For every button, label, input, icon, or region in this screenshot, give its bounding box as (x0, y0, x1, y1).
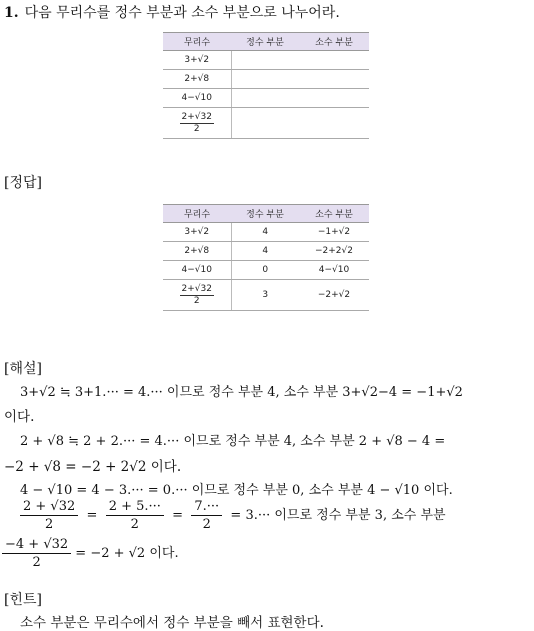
table-row (163, 223, 369, 242)
cell-irrational-fraction (163, 280, 231, 311)
explanation-line-5: $\frac{-4 + √32}{2}$ = −2 + √2 이다. (2, 536, 179, 571)
cell-decimal-part: −2+√2 (299, 280, 369, 311)
cell-irrational: 2+√8 (163, 70, 231, 89)
fraction-denominator: 2 (193, 123, 200, 134)
col-header-irrational: 무리수 (163, 33, 231, 51)
explanation-line-2: 2 + √8 ≒ 2 + 2.··· = 4.··· 이므로 정수 부분 4, 소수 부분 2 + √8 − 4 = (20, 434, 446, 449)
fraction: $\frac{7.\cdot\cdot\cdot}{2}$ (191, 498, 222, 533)
explanation-line-1: 3+√2 ≒ 3+1.··· = 4.··· 이므로 정수 부분 4, 소수 부분 3+√2−4 = −1+√2 (20, 385, 463, 400)
fraction: $\frac{2 + 5.\cdot\cdot\cdot}{2}$ (106, 498, 164, 533)
table-header-row (163, 205, 369, 223)
explanation-label: [해설] (4, 361, 42, 377)
fraction: $\frac{-4 + √32}{2}$ (2, 536, 71, 571)
col-header-integer-part: 정수 부분 (231, 33, 299, 51)
cell-decimal-part: −2+2√2 (299, 242, 369, 261)
cell-irrational: 3+√2 (163, 51, 231, 70)
explanation-line-3: 4 − √10 = 4 − 3.··· = 0.··· 이므로 정수 부분 0, 소수 부분 4 − √10 이다. (20, 483, 453, 498)
cell-decimal-part: −1+√2 (299, 223, 369, 242)
answer-label: [정답] (4, 175, 42, 191)
cell-irrational: 4−√10 (163, 261, 231, 280)
col-header-integer-part: 정수 부분 (231, 205, 299, 223)
cell-decimal-part: 4−√10 (299, 261, 369, 280)
cell-integer-part: 3 (231, 280, 299, 311)
table-row (163, 70, 369, 89)
cell-integer-part: 0 (231, 261, 299, 280)
explanation-line-2-end: −2 + √8 = −2 + 2√2 이다. (4, 459, 182, 475)
cell-irrational: 3+√2 (163, 223, 231, 242)
fraction: $\frac{2 + √32}{2}$ (20, 498, 78, 533)
fraction-numerator: 2+√32 (181, 283, 212, 294)
fraction-numerator: 2+√32 (181, 111, 212, 122)
hint-label: [힌트] (4, 592, 42, 608)
table-header-row (163, 33, 369, 51)
explanation-line-1-end: 이다. (4, 409, 35, 425)
question-number: 1. (4, 5, 19, 21)
table-row (163, 242, 369, 261)
cell-integer-part: 4 (231, 242, 299, 261)
col-header-decimal-part: 소수 부분 (299, 205, 369, 223)
cell-integer-part: 4 (231, 223, 299, 242)
col-header-irrational: 무리수 (163, 205, 231, 223)
hint-text: 소수 부분은 무리수에서 정수 부분을 빼서 표현한다. (20, 615, 324, 631)
question (4, 2, 340, 22)
table-row (163, 280, 369, 311)
table-row (163, 89, 369, 108)
table-row (163, 51, 369, 70)
cell-irrational: 4−√10 (163, 89, 231, 108)
col-header-decimal-part: 소수 부분 (299, 33, 369, 51)
cell-irrational-fraction (163, 108, 231, 139)
problem-table (163, 32, 369, 139)
answer-table (163, 204, 369, 311)
explanation-line-4: $\frac{2 + √32}{2}$ = $\frac{2 + 5.\cdot\cdot\cdot}{2}$ = $\frac{7.\cdot\cdot\cdot}{2}$ = 3.··· 이므로 정수 부분 3, 소수 부분 (20, 498, 446, 533)
fraction-denominator: 2 (193, 295, 200, 306)
table-row (163, 261, 369, 280)
cell-irrational: 2+√8 (163, 242, 231, 261)
table-row (163, 108, 369, 139)
question-text: 다음 무리수를 정수 부분과 소수 부분으로 나누어라. (24, 5, 340, 21)
